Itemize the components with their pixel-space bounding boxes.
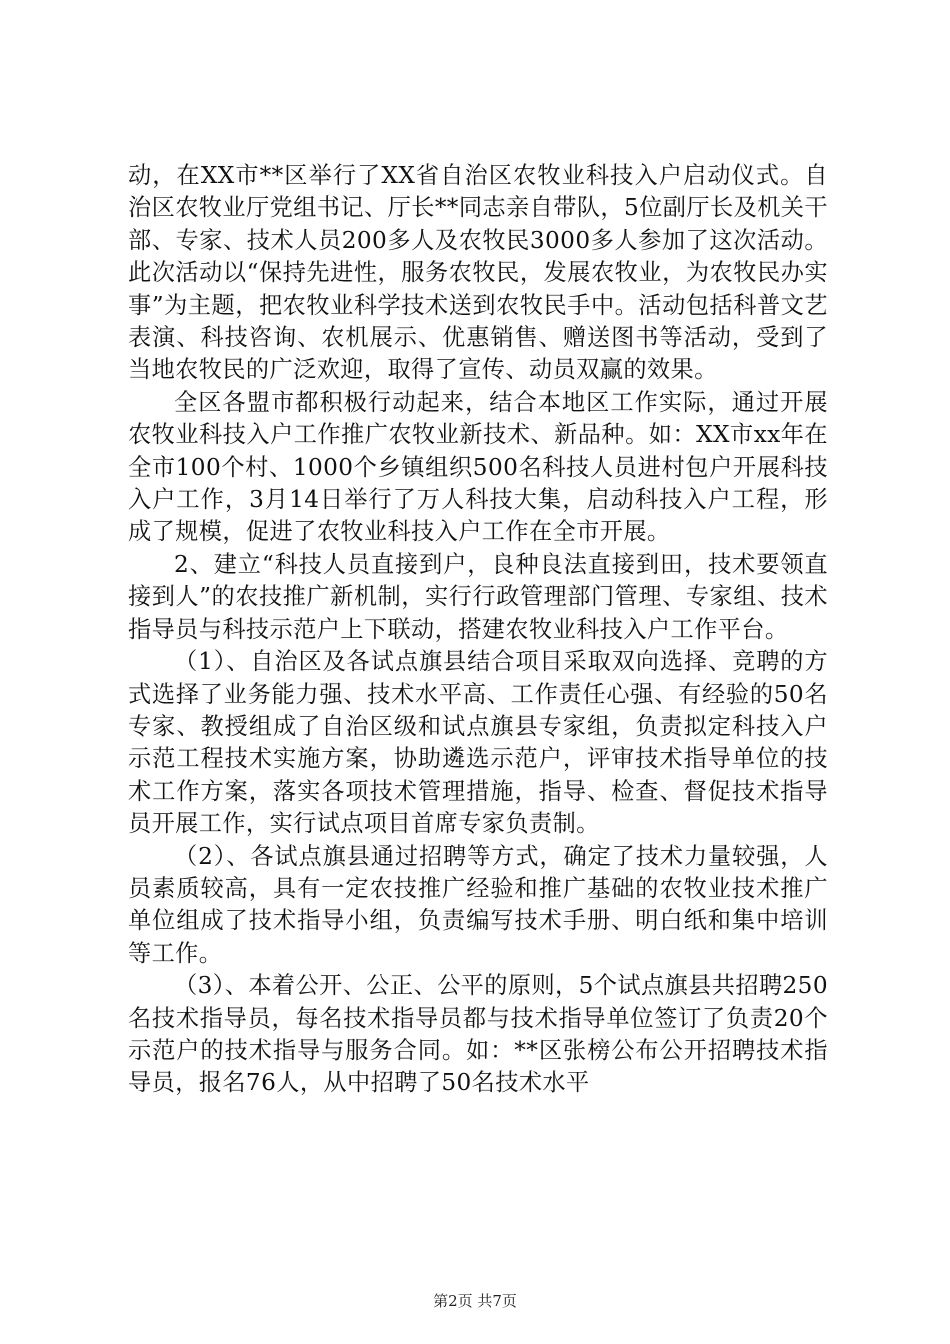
paragraph-mechanism: 2、建立“科技人员直接到户，良种良法直接到田，技术要领直接到人”的农技推广新机制，实行行政管理部门管理、专家组、技术指导员与科技示范户上下联动，搭建农牧业科技入户工作平台。 [128,550,828,643]
paragraph-item-1-experts: （1）、自治区及各试点旗县结合项目采取双向选择、竞聘的方式选择了业务能力强、技术水平高、工作责任心强、有经验的50名专家、教授组成了自治区级和试点旗县专家组，负责拟定科技入户示范工程技术实施方案，协助遴选示范户，评审技术指导单位的技术工作方案，落实各项技术管理措施，指导、检查、督促技术指导员开展工作，实行试点项目首席专家负责制。 [128,648,828,838]
paragraph-item-2-guidance-groups: （2）、各试点旗县通过招聘等方式，确定了技术力量较强，人员素质较高，具有一定农技推广经验和推广基础的农牧业技术推广单位组成了技术指导小组，负责编写技术手册、明白纸和集中培训等工作。 [128,842,828,967]
document-body [128,160,828,1100]
paragraph-item-3-recruitment: （3）、本着公开、公正、公平的原则，5个试点旗县共招聘250名技术指导员，每名技术指导员都与技术指导单位签订了负责20个示范户的技术指导与服务合同。如：**区张榜公布公开招聘技术指导员，报名76人，从中招聘了50名技术水平 [128,972,828,1097]
paragraph-league-cities: 全区各盟市都积极行动起来，结合本地区工作实际，通过开展农牧业科技入户工作推广农牧业新技术、新品种。如：XX市xx年在全市100个村、1000个乡镇组织500名科技人员进村包户开展科技入户工作，3月14日举行了万人科技大集，启动科技入户工程，形成了规模，促进了农牧业科技入户工作在全市开展。 [128,388,828,546]
paragraph-activity-launch: 动，在XX市**区举行了XX省自治区农牧业科技入户启动仪式。自治区农牧业厅党组书记、厅长**同志亲自带队，5位副厅长及机关干部、专家、技术人员200多人及农牧民3000多人参加了这次活动。此次活动以“保持先进性，服务农牧民，发展农牧业，为农牧民办实事”为主题，把农牧业科学技术送到农牧民手中。活动包括科普文艺表演、科技咨询、农机展示、优惠销售、赠送图书等活动，受到了当地农牧民的广泛欢迎，取得了宣传、动员双赢的效果。 [128,162,828,384]
page-number-footer: 第2页 共7页 [433,1292,517,1310]
